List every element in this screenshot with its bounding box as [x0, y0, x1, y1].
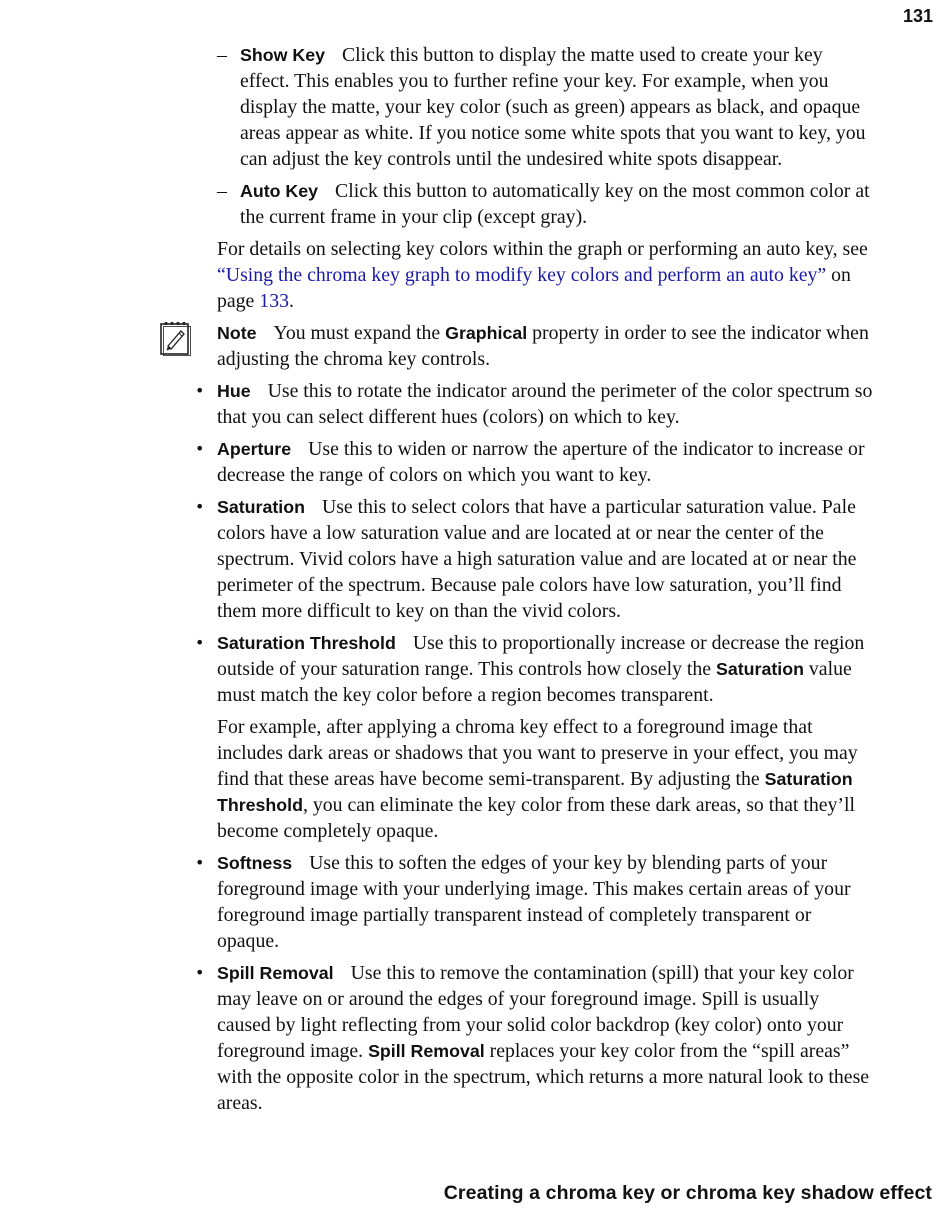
details-text-after: .: [288, 290, 294, 312]
description-show-key: Click this button to display the matte used to create your key effect. This enables you to further refine your key. For example, when you display the matte, your key color (such as green) appears as black, and opaque areas appear as white. If you notice some white spots that you want to key, you can adjust the key controls until the undesired white spots disappear.: [240, 44, 866, 170]
bullet-marker: •: [195, 381, 205, 400]
chroma-key-graph-link[interactable]: “Using the chroma key graph to modify key colors and perform an auto key”: [217, 264, 827, 286]
description-saturation-threshold-1: Use this to proportionally increase or decrease the region outside of your saturation range. This controls how closely the: [217, 632, 865, 680]
bold-spill-removal: Spill Removal: [368, 1041, 485, 1061]
note-text-after: property in order to see the indicator when adjusting the chroma key controls.: [217, 322, 869, 370]
description-auto-key: Click this button to automatically key on the most common color at the current frame in your clip (except gray).: [240, 180, 870, 228]
page-133-link[interactable]: 133: [259, 290, 289, 312]
page-number: 131: [902, 6, 933, 26]
term-auto-key: Auto Key: [240, 181, 319, 201]
bullet-marker: •: [195, 633, 205, 652]
note-label: Note: [217, 323, 257, 343]
bullet-marker: •: [195, 853, 205, 872]
description-aperture: Use this to widen or narrow the aperture of the indicator to increase or decrease the range of colors on which you want to key.: [217, 438, 865, 486]
bullet-marker: •: [195, 497, 205, 516]
description-spill-removal-2: replaces your key color from the “spill areas” with the opposite color in the spectrum, which returns a more natural look to these areas.: [217, 1040, 870, 1114]
bullet-saturation: [195, 494, 873, 624]
term-spill-removal: Spill Removal: [217, 963, 334, 983]
list-item-auto-key: [0, 178, 872, 230]
details-paragraph: [217, 236, 873, 314]
term-aperture: Aperture: [217, 439, 292, 459]
bold-saturation-threshold: Saturation Threshold: [217, 769, 853, 815]
description-softness: Use this to soften the edges of your key by blending parts of your foreground image with your underlying image. This makes certain areas of your foreground image partially transparent instead of completely transparent or opaque.: [217, 852, 851, 952]
list-item-show-key: [0, 42, 872, 172]
bullet-saturation-threshold: [195, 630, 873, 844]
note-text-before: You must expand the: [273, 322, 446, 344]
term-show-key: Show Key: [240, 45, 325, 65]
bullet-hue: [195, 378, 873, 430]
saturation-threshold-paragraph: [217, 630, 873, 708]
term-softness: Softness: [217, 853, 293, 873]
bullet-softness: [195, 850, 873, 954]
description-saturation: Use this to select colors that have a particular saturation value. Pale colors have a low saturation value and are located at or near the center of the spectrum. Vivid colors have a high saturation value and are located at or near the perimeter of the spectrum. Because pale colors have low saturation, you’ll find them more difficult to key on than the vivid colors.: [217, 496, 857, 622]
term-hue: Hue: [217, 381, 251, 401]
term-saturation-threshold: Saturation Threshold: [217, 633, 396, 653]
dash-marker: –: [217, 44, 227, 66]
notepad-pencil-icon: [159, 320, 191, 356]
details-text-middle: on page: [217, 264, 851, 312]
term-saturation: Saturation: [217, 497, 305, 517]
dash-marker: –: [217, 180, 227, 202]
document-body: [0, 42, 950, 1122]
example-text-2: , you can eliminate the key color from these dark areas, so that they’ll become completely opaque.: [217, 794, 855, 842]
bullet-aperture: [195, 436, 873, 488]
page-footer: Creating a chroma key or chroma key shadow effect: [443, 1182, 932, 1204]
bullet-spill-removal: [195, 960, 873, 1116]
description-spill-removal-1: Use this to remove the contamination (spill) that your key color may leave on or around the edges of your foreground image. Spill is usually caused by light reflecting from your solid color backdrop (key color) onto your foreground image.: [217, 962, 854, 1062]
details-text-before: For details on selecting key colors within the graph or performing an auto key, see: [217, 238, 868, 260]
bold-saturation: Saturation: [716, 659, 804, 679]
bullet-marker: •: [195, 963, 205, 982]
description-hue: Use this to rotate the indicator around the perimeter of the color spectrum so that you can select different hues (colors) on which to key.: [217, 380, 873, 428]
note-block: [217, 320, 873, 372]
bullet-marker: •: [195, 439, 205, 458]
description-saturation-threshold-2: value must match the key color before a region becomes transparent.: [217, 658, 852, 706]
example-text-1: For example, after applying a chroma key effect to a foreground image that includes dark areas or shadows that you want to preserve in your effect, you may find that these areas have become semi-transparent. By adjusting the: [217, 716, 858, 790]
saturation-threshold-example: [217, 714, 873, 844]
note-bold-graphical: Graphical: [445, 323, 528, 343]
